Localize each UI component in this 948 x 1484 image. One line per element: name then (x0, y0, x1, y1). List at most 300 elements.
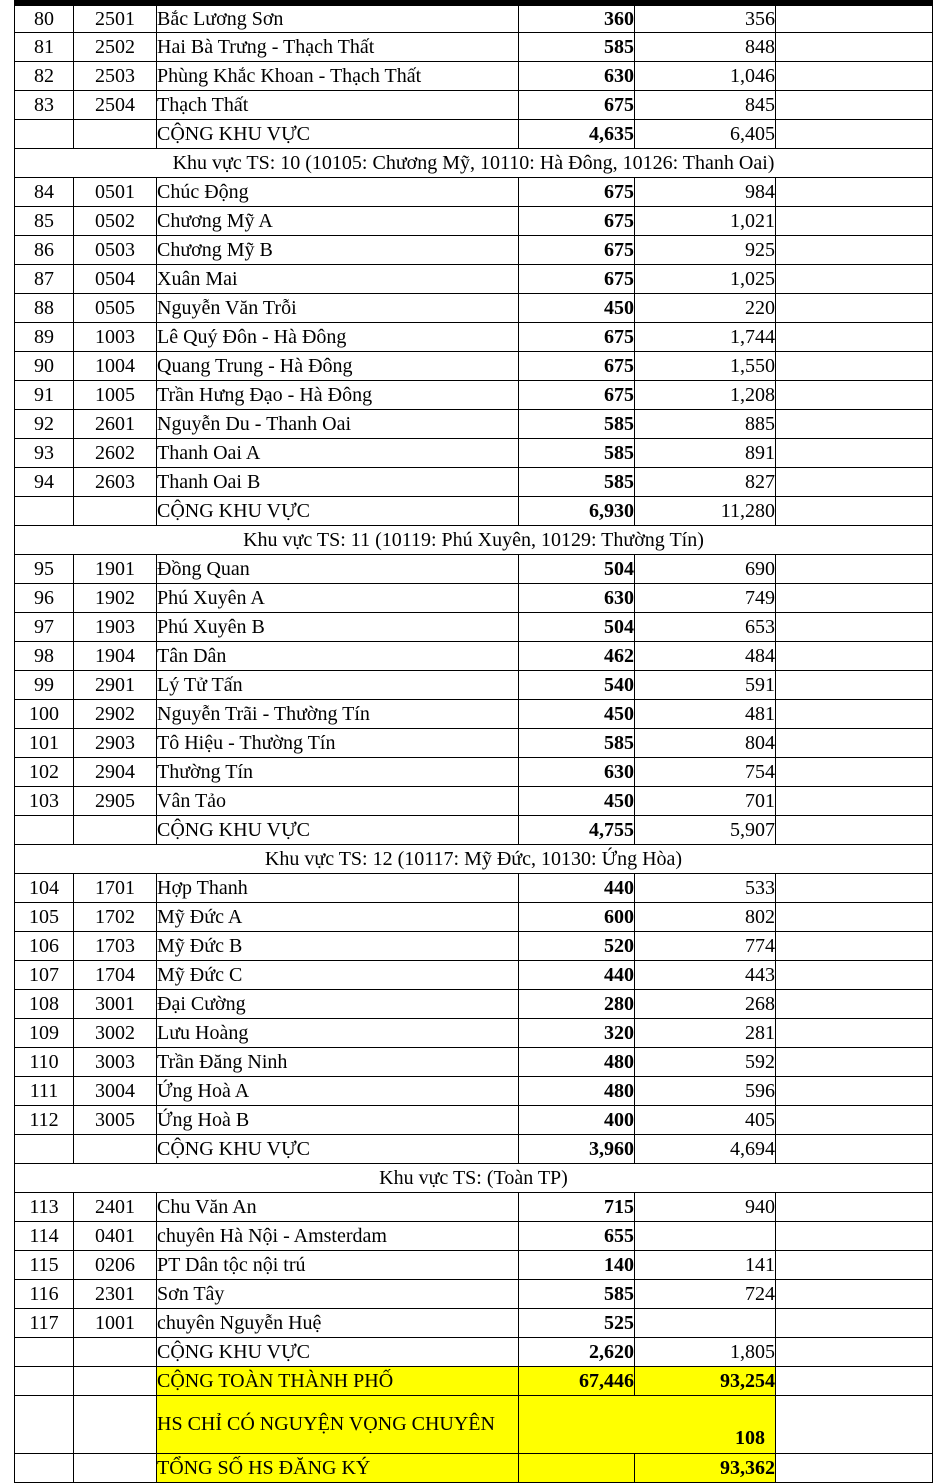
school-code-cell (74, 1395, 157, 1453)
registered-cell: 533 (635, 873, 776, 902)
section-header-row (15, 148, 933, 177)
note-cell (776, 119, 933, 148)
target-cell: 450 (519, 293, 635, 322)
subtotal-target-cell: 4,755 (519, 815, 635, 844)
registered-cell: 481 (635, 699, 776, 728)
stt-cell: 115 (15, 1250, 74, 1279)
target-cell: 675 (519, 177, 635, 206)
note-cell (776, 467, 933, 496)
registered-cell: 220 (635, 293, 776, 322)
school-name-cell: Lý Tử Tấn (157, 670, 519, 699)
school-row (15, 235, 933, 264)
stt-cell: 102 (15, 757, 74, 786)
subtotal-row (15, 496, 933, 525)
school-code-cell: 3005 (74, 1105, 157, 1134)
total-label-cell: CỘNG TOÀN THÀNH PHỐ (157, 1366, 519, 1395)
note-cell (776, 902, 933, 931)
registered-cell: 885 (635, 409, 776, 438)
subtotal-label-cell: CỘNG KHU VỰC (157, 1134, 519, 1163)
subtotal-row (15, 119, 933, 148)
section-header-label: Khu vực TS: 11 (10119: Phú Xuyên, 10129: Thường Tín) (15, 525, 933, 554)
subtotal-label-cell: CỘNG KHU VỰC (157, 1337, 519, 1366)
stt-cell: 101 (15, 728, 74, 757)
school-code-cell: 1703 (74, 931, 157, 960)
note-cell (776, 699, 933, 728)
target-cell: 675 (519, 380, 635, 409)
school-row (15, 1047, 933, 1076)
school-row (15, 1076, 933, 1105)
school-name-cell: Thanh Oai A (157, 438, 519, 467)
school-row (15, 960, 933, 989)
note-cell (776, 1308, 933, 1337)
subtotal-label-cell: CỘNG KHU VỰC (157, 815, 519, 844)
note-cell (776, 1337, 933, 1366)
target-cell: 440 (519, 873, 635, 902)
registered-cell: 925 (635, 235, 776, 264)
stt-cell (15, 1453, 74, 1482)
note-cell (776, 1395, 933, 1453)
school-row (15, 467, 933, 496)
school-row (15, 351, 933, 380)
school-row (15, 380, 933, 409)
registered-cell: 591 (635, 670, 776, 699)
target-cell: 585 (519, 32, 635, 61)
school-name-cell: Thanh Oai B (157, 467, 519, 496)
registered-cell: 802 (635, 902, 776, 931)
target-cell: 450 (519, 699, 635, 728)
note-cell (776, 409, 933, 438)
note-cell (776, 989, 933, 1018)
target-cell: 480 (519, 1047, 635, 1076)
school-code-cell: 0501 (74, 177, 157, 206)
section-header-row (15, 1163, 933, 1192)
school-row (15, 786, 933, 815)
subtotal-row (15, 1134, 933, 1163)
note-cell (776, 90, 933, 119)
school-row (15, 1105, 933, 1134)
school-row (15, 1250, 933, 1279)
registered-cell: 1,025 (635, 264, 776, 293)
note-cell (776, 264, 933, 293)
school-name-cell: Nguyễn Du - Thanh Oai (157, 409, 519, 438)
school-code-cell: 3004 (74, 1076, 157, 1105)
target-cell: 630 (519, 583, 635, 612)
target-cell: 655 (519, 1221, 635, 1250)
target-cell: 400 (519, 1105, 635, 1134)
school-code-cell: 2904 (74, 757, 157, 786)
registered-cell: 141 (635, 1250, 776, 1279)
total_merge-row (15, 1395, 933, 1453)
school-code-cell: 2401 (74, 1192, 157, 1221)
total-target-cell: 67,446 (519, 1366, 635, 1395)
registered-cell: 845 (635, 90, 776, 119)
stt-cell: 90 (15, 351, 74, 380)
stt-cell (15, 119, 74, 148)
stt-cell (15, 1395, 74, 1453)
note-cell (776, 177, 933, 206)
registered-cell: 749 (635, 583, 776, 612)
note-cell (776, 873, 933, 902)
note-cell (776, 293, 933, 322)
school-code-cell: 2502 (74, 32, 157, 61)
subtotal-label-cell: CỘNG KHU VỰC (157, 119, 519, 148)
note-cell (776, 815, 933, 844)
note-cell (776, 380, 933, 409)
school-name-cell: chuyên Hà Nội - Amsterdam (157, 1221, 519, 1250)
stt-cell: 84 (15, 177, 74, 206)
stt-cell: 105 (15, 902, 74, 931)
school-name-cell: Ứng Hoà B (157, 1105, 519, 1134)
registered-cell (635, 1221, 776, 1250)
school-name-cell: Bắc Lương Sơn (157, 3, 519, 32)
school-name-cell: Mỹ Đức C (157, 960, 519, 989)
note-cell (776, 1134, 933, 1163)
school-code-cell: 1701 (74, 873, 157, 902)
school-row (15, 699, 933, 728)
registered-cell: 724 (635, 1279, 776, 1308)
subtotal-row (15, 815, 933, 844)
school-row (15, 1018, 933, 1047)
school-name-cell: Thường Tín (157, 757, 519, 786)
school-code-cell: 1702 (74, 902, 157, 931)
target-cell: 585 (519, 1279, 635, 1308)
school-code-cell: 1904 (74, 641, 157, 670)
section-header-label: Khu vực TS: 12 (10117: Mỹ Đức, 10130: Ứng Hòa) (15, 844, 933, 873)
school-code-cell: 0206 (74, 1250, 157, 1279)
school-row (15, 264, 933, 293)
school-code-cell: 0504 (74, 264, 157, 293)
school-row (15, 322, 933, 351)
target-cell: 585 (519, 728, 635, 757)
target-cell: 504 (519, 554, 635, 583)
subtotal-row (15, 1337, 933, 1366)
registered-cell: 653 (635, 612, 776, 641)
school-code-cell: 0401 (74, 1221, 157, 1250)
subtotal-registered-cell: 4,694 (635, 1134, 776, 1163)
school-code-cell: 2905 (74, 786, 157, 815)
stt-cell: 89 (15, 322, 74, 351)
stt-cell: 93 (15, 438, 74, 467)
registered-cell: 1,744 (635, 322, 776, 351)
school-name-cell: Trần Đăng Ninh (157, 1047, 519, 1076)
registered-cell: 405 (635, 1105, 776, 1134)
stt-cell: 107 (15, 960, 74, 989)
school-name-cell: Tô Hiệu - Thường Tín (157, 728, 519, 757)
school-code-cell: 2902 (74, 699, 157, 728)
subtotal-registered-cell: 5,907 (635, 815, 776, 844)
registered-cell (635, 1308, 776, 1337)
note-cell (776, 61, 933, 90)
stt-cell: 96 (15, 583, 74, 612)
school-row (15, 902, 933, 931)
note-cell (776, 960, 933, 989)
admission-table (14, 0, 933, 1483)
note-cell (776, 1076, 933, 1105)
school-code-cell: 2504 (74, 90, 157, 119)
school-code-cell: 2601 (74, 409, 157, 438)
school-row (15, 1308, 933, 1337)
registered-cell: 804 (635, 728, 776, 757)
school-code-cell: 2602 (74, 438, 157, 467)
school-code-cell: 2501 (74, 3, 157, 32)
note-cell (776, 351, 933, 380)
school-row (15, 293, 933, 322)
school-name-cell: Chương Mỹ A (157, 206, 519, 235)
target-cell: 675 (519, 206, 635, 235)
school-name-cell: Sơn Tây (157, 1279, 519, 1308)
registered-cell: 848 (635, 32, 776, 61)
target-cell: 630 (519, 757, 635, 786)
note-cell (776, 438, 933, 467)
school-code-cell: 2903 (74, 728, 157, 757)
school-name-cell: chuyên Nguyễn Huệ (157, 1308, 519, 1337)
stt-cell: 112 (15, 1105, 74, 1134)
school-name-cell: Xuân Mai (157, 264, 519, 293)
total-label-cell: HS CHỈ CÓ NGUYỆN VỌNG CHUYÊN (157, 1395, 519, 1453)
school-code-cell (74, 815, 157, 844)
registered-cell: 484 (635, 641, 776, 670)
registered-cell: 690 (635, 554, 776, 583)
stt-cell: 116 (15, 1279, 74, 1308)
section-header-row (15, 844, 933, 873)
note-cell (776, 1018, 933, 1047)
stt-cell (15, 1134, 74, 1163)
registered-cell: 701 (635, 786, 776, 815)
school-name-cell: Trần Hưng Đạo - Hà Đông (157, 380, 519, 409)
school-code-cell: 2603 (74, 467, 157, 496)
school-name-cell: Quang Trung - Hà Đông (157, 351, 519, 380)
registered-cell: 774 (635, 931, 776, 960)
school-row (15, 1221, 933, 1250)
target-cell: 585 (519, 409, 635, 438)
stt-cell: 80 (15, 3, 74, 32)
school-row (15, 1192, 933, 1221)
subtotal-target-cell: 2,620 (519, 1337, 635, 1366)
school-row (15, 90, 933, 119)
school-code-cell (74, 1134, 157, 1163)
note-cell (776, 931, 933, 960)
note-cell (776, 1221, 933, 1250)
school-row (15, 409, 933, 438)
subtotal-target-cell: 4,635 (519, 119, 635, 148)
total-target-cell (519, 1453, 635, 1482)
school-name-cell: Hợp Thanh (157, 873, 519, 902)
school-code-cell: 3001 (74, 989, 157, 1018)
note-cell (776, 757, 933, 786)
stt-cell: 117 (15, 1308, 74, 1337)
note-cell (776, 1366, 933, 1395)
note-cell (776, 728, 933, 757)
stt-cell: 99 (15, 670, 74, 699)
school-name-cell: Ứng Hoà A (157, 1076, 519, 1105)
subtotal-label-cell: CỘNG KHU VỰC (157, 496, 519, 525)
target-cell: 540 (519, 670, 635, 699)
total-row (15, 1366, 933, 1395)
school-code-cell: 0505 (74, 293, 157, 322)
school-name-cell: Mỹ Đức A (157, 902, 519, 931)
school-name-cell: Nguyễn Trãi - Thường Tín (157, 699, 519, 728)
school-name-cell: Lưu Hoàng (157, 1018, 519, 1047)
section-header-row (15, 525, 933, 554)
stt-cell: 108 (15, 989, 74, 1018)
registered-cell: 592 (635, 1047, 776, 1076)
note-cell (776, 670, 933, 699)
note-cell (776, 1192, 933, 1221)
school-code-cell: 1005 (74, 380, 157, 409)
registered-cell: 754 (635, 757, 776, 786)
target-cell: 520 (519, 931, 635, 960)
note-cell (776, 3, 933, 32)
stt-cell: 97 (15, 612, 74, 641)
stt-cell: 114 (15, 1221, 74, 1250)
school-name-cell: Thạch Thất (157, 90, 519, 119)
target-cell: 600 (519, 902, 635, 931)
school-code-cell (74, 1337, 157, 1366)
stt-cell (15, 815, 74, 844)
target-cell: 675 (519, 322, 635, 351)
stt-cell: 95 (15, 554, 74, 583)
stt-cell: 111 (15, 1076, 74, 1105)
note-cell (776, 612, 933, 641)
registered-cell: 1,021 (635, 206, 776, 235)
total-registered-cell: 93,254 (635, 1366, 776, 1395)
note-cell (776, 1279, 933, 1308)
school-name-cell: PT Dân tộc nội trú (157, 1250, 519, 1279)
school-row (15, 177, 933, 206)
stt-cell (15, 496, 74, 525)
target-cell: 140 (519, 1250, 635, 1279)
school-row (15, 873, 933, 902)
school-name-cell: Lê Quý Đôn - Hà Đông (157, 322, 519, 351)
target-cell: 360 (519, 3, 635, 32)
target-cell: 675 (519, 264, 635, 293)
school-code-cell: 0503 (74, 235, 157, 264)
stt-cell: 113 (15, 1192, 74, 1221)
target-cell: 675 (519, 235, 635, 264)
school-row (15, 61, 933, 90)
school-code-cell: 1704 (74, 960, 157, 989)
stt-cell: 104 (15, 873, 74, 902)
school-row (15, 931, 933, 960)
stt-cell: 98 (15, 641, 74, 670)
subtotal-target-cell: 3,960 (519, 1134, 635, 1163)
stt-cell: 103 (15, 786, 74, 815)
stt-cell: 100 (15, 699, 74, 728)
note-cell (776, 1453, 933, 1482)
note-cell (776, 322, 933, 351)
stt-cell: 82 (15, 61, 74, 90)
school-code-cell: 2301 (74, 1279, 157, 1308)
registered-cell: 443 (635, 960, 776, 989)
stt-cell: 88 (15, 293, 74, 322)
stt-cell: 92 (15, 409, 74, 438)
school-name-cell: Chương Mỹ B (157, 235, 519, 264)
target-cell: 320 (519, 1018, 635, 1047)
school-name-cell: Phú Xuyên A (157, 583, 519, 612)
registered-cell: 827 (635, 467, 776, 496)
school-row (15, 757, 933, 786)
registered-cell: 281 (635, 1018, 776, 1047)
note-cell (776, 1047, 933, 1076)
target-cell: 440 (519, 960, 635, 989)
school-code-cell: 1004 (74, 351, 157, 380)
total-registered-cell: 108 (519, 1395, 776, 1453)
school-name-cell: Phùng Khắc Khoan - Thạch Thất (157, 61, 519, 90)
school-name-cell: Chu Văn An (157, 1192, 519, 1221)
target-cell: 675 (519, 90, 635, 119)
registered-cell: 1,550 (635, 351, 776, 380)
note-cell (776, 206, 933, 235)
target-cell: 450 (519, 786, 635, 815)
school-code-cell: 1901 (74, 554, 157, 583)
registered-cell: 1,208 (635, 380, 776, 409)
subtotal-registered-cell: 6,405 (635, 119, 776, 148)
registered-cell: 940 (635, 1192, 776, 1221)
target-cell: 630 (519, 61, 635, 90)
target-cell: 585 (519, 438, 635, 467)
school-code-cell: 3003 (74, 1047, 157, 1076)
subtotal-target-cell: 6,930 (519, 496, 635, 525)
stt-cell (15, 1337, 74, 1366)
note-cell (776, 1250, 933, 1279)
stt-cell: 87 (15, 264, 74, 293)
target-cell: 525 (519, 1308, 635, 1337)
stt-cell: 83 (15, 90, 74, 119)
school-row (15, 3, 933, 32)
school-code-cell: 1903 (74, 612, 157, 641)
registered-cell: 596 (635, 1076, 776, 1105)
target-cell: 504 (519, 612, 635, 641)
target-cell: 480 (519, 1076, 635, 1105)
section-header-label: Khu vực TS: 10 (10105: Chương Mỹ, 10110: Hà Đông, 10126: Thanh Oai) (15, 148, 933, 177)
school-code-cell: 1001 (74, 1308, 157, 1337)
stt-cell: 86 (15, 235, 74, 264)
school-row (15, 438, 933, 467)
stt-cell: 110 (15, 1047, 74, 1076)
target-cell: 280 (519, 989, 635, 1018)
registered-cell: 984 (635, 177, 776, 206)
stt-cell: 94 (15, 467, 74, 496)
school-name-cell: Tân Dân (157, 641, 519, 670)
school-row (15, 583, 933, 612)
subtotal-registered-cell: 11,280 (635, 496, 776, 525)
school-code-cell (74, 496, 157, 525)
total-label-cell: TỔNG SỐ HS ĐĂNG KÝ (157, 1453, 519, 1482)
school-name-cell: Hai Bà Trưng - Thạch Thất (157, 32, 519, 61)
school-code-cell: 2503 (74, 61, 157, 90)
school-code-cell (74, 1366, 157, 1395)
note-cell (776, 554, 933, 583)
school-name-cell: Phú Xuyên B (157, 612, 519, 641)
registered-cell: 356 (635, 3, 776, 32)
school-row (15, 612, 933, 641)
school-name-cell: Nguyễn Văn Trỗi (157, 293, 519, 322)
stt-cell: 85 (15, 206, 74, 235)
registered-cell: 891 (635, 438, 776, 467)
note-cell (776, 496, 933, 525)
school-code-cell: 3002 (74, 1018, 157, 1047)
note-cell (776, 786, 933, 815)
school-row (15, 206, 933, 235)
target-cell: 715 (519, 1192, 635, 1221)
school-name-cell: Mỹ Đức B (157, 931, 519, 960)
target-cell: 585 (519, 467, 635, 496)
stt-cell (15, 1366, 74, 1395)
school-code-cell: 0502 (74, 206, 157, 235)
note-cell (776, 583, 933, 612)
section-header-label: Khu vực TS: (Toàn TP) (15, 1163, 933, 1192)
school-row (15, 554, 933, 583)
